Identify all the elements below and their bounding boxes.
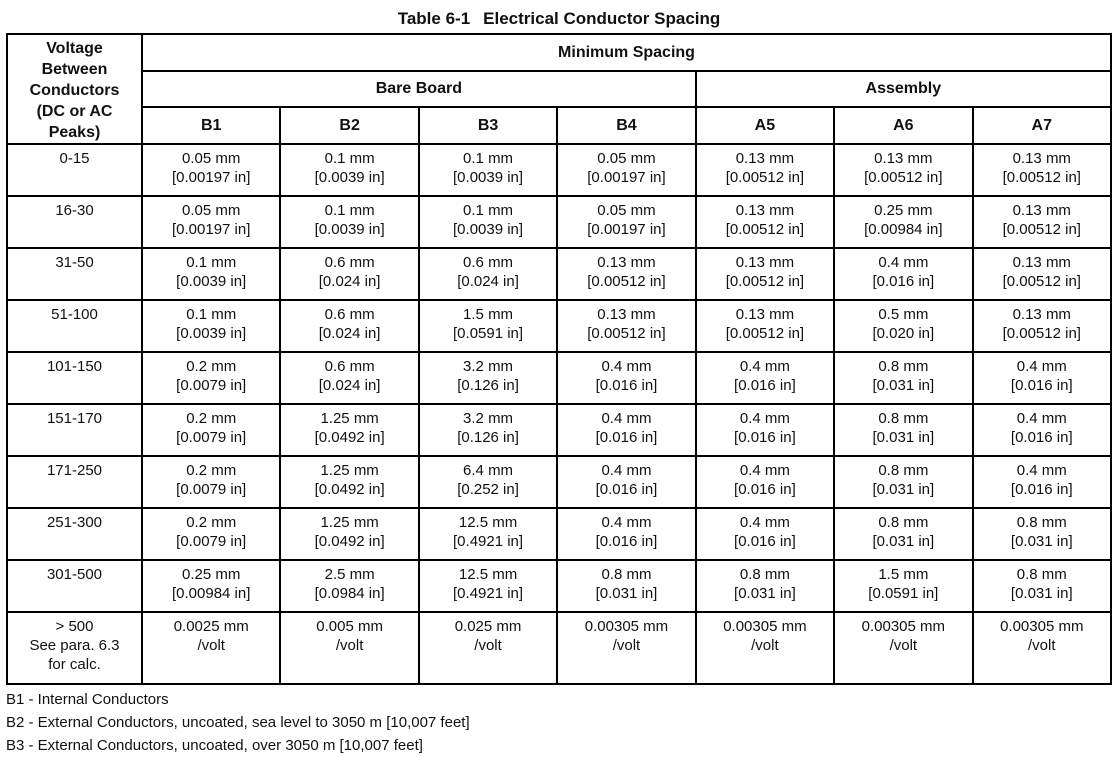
- table-row: [7, 352, 1111, 404]
- cell-line: 3.2 mm: [463, 410, 514, 427]
- voltage-range-cell: [7, 300, 142, 352]
- voltage-range-cell: [7, 560, 142, 612]
- spacing-value-cell: [419, 612, 557, 684]
- cell-line: 0.4 mm: [1016, 410, 1067, 427]
- column-header-row: [7, 107, 1111, 144]
- spacing-value-cell: [280, 456, 418, 508]
- cell-line: /volt: [889, 637, 918, 654]
- cell-line: [0.0079 in]: [176, 377, 247, 394]
- cell-line: [0.0039 in]: [453, 221, 524, 238]
- cell-line: [0.0079 in]: [176, 429, 247, 446]
- spacing-value-cell: [696, 612, 834, 684]
- cell-line: 0.1 mm: [463, 202, 514, 219]
- cell-line: 0.4 mm: [739, 462, 790, 479]
- column-header-a7: A7: [973, 107, 1111, 144]
- table-row: [7, 248, 1111, 300]
- table-title: [6, 5, 1112, 33]
- cell-line: 6.4 mm: [463, 462, 514, 479]
- spacing-value-cell: [557, 196, 695, 248]
- bare-board-header: Bare Board: [142, 71, 696, 107]
- cell-line: 0.4 mm: [601, 462, 652, 479]
- cell-line: [0.031 in]: [1010, 585, 1073, 602]
- spacing-value-cell: [419, 352, 557, 404]
- spacing-value-cell: [419, 560, 557, 612]
- spacing-value-cell: [419, 508, 557, 560]
- cell-line: 0.4 mm: [601, 410, 652, 427]
- cell-line: 0.05 mm: [597, 202, 656, 219]
- spacing-value-cell: [973, 404, 1111, 456]
- column-header-b3: B3: [419, 107, 557, 144]
- spacing-value-cell: [973, 196, 1111, 248]
- cell-line: 3.2 mm: [463, 358, 514, 375]
- spacing-value-cell: [834, 196, 972, 248]
- table-row: [7, 144, 1111, 196]
- cell-line: [0.00512 in]: [1002, 273, 1081, 290]
- spacing-value-cell: [419, 248, 557, 300]
- spacing-value-cell: [142, 144, 280, 196]
- cell-line: 0.6 mm: [463, 254, 514, 271]
- cell-line: /volt: [751, 637, 779, 654]
- cell-line: 1.5 mm: [463, 306, 514, 323]
- spacing-value-cell: [419, 404, 557, 456]
- cell-line: 0.8 mm: [878, 462, 929, 479]
- table-body: [7, 144, 1111, 684]
- cell-line: 0.13 mm: [735, 306, 795, 323]
- spacing-value-cell: [834, 612, 972, 684]
- cell-line: [0.016 in]: [595, 533, 658, 550]
- cell-line: [0.016 in]: [872, 273, 935, 290]
- cell-line: [0.016 in]: [734, 481, 796, 498]
- spacing-value-cell: [834, 248, 972, 300]
- cell-line: 301-500: [46, 566, 103, 583]
- cell-line: 1.5 mm: [878, 566, 929, 583]
- assembly-header: Assembly: [696, 71, 1111, 107]
- cell-line: 0.8 mm: [878, 410, 929, 427]
- cell-line: 31-50: [55, 254, 94, 271]
- cell-line: [0.031 in]: [734, 585, 796, 602]
- cell-line: 0-15: [59, 150, 90, 167]
- cell-line: [0.126 in]: [457, 429, 519, 446]
- cell-line: [0.4921 in]: [453, 585, 524, 602]
- table-row: [7, 612, 1111, 684]
- cell-line: 0.8 mm: [601, 566, 652, 583]
- cell-line: 251-300: [46, 514, 103, 531]
- cell-line: [0.0492 in]: [314, 533, 385, 550]
- cell-line: /volt: [474, 637, 502, 654]
- cell-line: [0.0039 in]: [314, 221, 385, 238]
- voltage-range-cell: [7, 612, 142, 684]
- cell-line: 0.05 mm: [597, 150, 656, 167]
- voltage-range-cell: [7, 196, 142, 248]
- cell-line: /volt: [612, 637, 641, 654]
- cell-line: [0.016 in]: [595, 481, 658, 498]
- cell-line: 0.05 mm: [182, 150, 241, 167]
- voltage-header-line: Between: [41, 60, 108, 78]
- spacing-value-cell: [142, 404, 280, 456]
- cell-line: [0.00197 in]: [587, 221, 666, 238]
- cell-line: 0.13 mm: [597, 306, 656, 323]
- cell-line: [0.031 in]: [595, 585, 658, 602]
- cell-line: 0.13 mm: [735, 150, 795, 167]
- spacing-value-cell: [696, 404, 834, 456]
- spacing-value-cell: [834, 352, 972, 404]
- cell-line: [0.00197 in]: [172, 221, 251, 238]
- column-header-a5: A5: [696, 107, 834, 144]
- cell-line: [0.031 in]: [872, 377, 935, 394]
- cell-line: 0.00305 mm: [1000, 618, 1084, 635]
- spacing-value-cell: [557, 404, 695, 456]
- spacing-value-cell: [696, 456, 834, 508]
- cell-line: 0.2 mm: [186, 358, 237, 375]
- column-header-a6: A6: [834, 107, 972, 144]
- table-row: [7, 508, 1111, 560]
- cell-line: 0.13 mm: [597, 254, 656, 271]
- cell-line: 0.00305 mm: [723, 618, 807, 635]
- voltage-range-cell: [7, 508, 142, 560]
- cell-line: 0.13 mm: [1012, 202, 1071, 219]
- spacing-value-cell: [973, 612, 1111, 684]
- spacing-value-cell: [557, 612, 695, 684]
- spacing-value-cell: [280, 248, 418, 300]
- cell-line: [0.031 in]: [872, 429, 935, 446]
- cell-line: [0.0984 in]: [314, 585, 385, 602]
- cell-line: 0.1 mm: [324, 150, 375, 167]
- cell-line: [0.031 in]: [872, 481, 935, 498]
- spacing-value-cell: [557, 352, 695, 404]
- spacing-value-cell: [419, 144, 557, 196]
- cell-line: 0.00305 mm: [861, 618, 946, 635]
- cell-line: 0.13 mm: [1012, 150, 1071, 167]
- table-row: [7, 404, 1111, 456]
- cell-line: [0.00984 in]: [864, 221, 943, 238]
- cell-line: 51-100: [51, 306, 98, 323]
- voltage-header-line: Conductors: [29, 81, 120, 99]
- cell-line: /volt: [197, 637, 225, 654]
- cell-line: 0.4 mm: [1016, 462, 1067, 479]
- cell-line: [0.00512 in]: [1002, 221, 1081, 238]
- cell-line: [0.126 in]: [457, 377, 519, 394]
- spacing-value-cell: [142, 508, 280, 560]
- cell-line: [0.016 in]: [1010, 481, 1073, 498]
- footnote-b2: B2 - External Conductors, uncoated, sea level to 3050 m [10,007 feet]: [6, 714, 470, 731]
- cell-line: [0.0079 in]: [176, 481, 247, 498]
- cell-line: [0.024 in]: [318, 325, 381, 342]
- cell-line: [0.016 in]: [734, 429, 796, 446]
- cell-line: 151-170: [46, 410, 103, 427]
- cell-line: [0.00512 in]: [864, 169, 943, 186]
- cell-line: [0.0039 in]: [176, 325, 247, 342]
- cell-line: 2.5 mm: [324, 566, 375, 583]
- spacing-value-cell: [280, 352, 418, 404]
- voltage-range-cell: [7, 404, 142, 456]
- cell-line: [0.0591 in]: [868, 585, 939, 602]
- cell-line: 0.25 mm: [182, 566, 241, 583]
- cell-line: 101-150: [46, 358, 103, 375]
- spacing-value-cell: [834, 456, 972, 508]
- cell-line: 0.6 mm: [324, 306, 375, 323]
- spacing-value-cell: [973, 560, 1111, 612]
- spacing-value-cell: [419, 196, 557, 248]
- cell-line: 0.8 mm: [1016, 566, 1067, 583]
- cell-line: [0.0039 in]: [176, 273, 247, 290]
- cell-line: [0.016 in]: [595, 429, 658, 446]
- cell-line: for calc.: [48, 656, 101, 673]
- cell-line: 0.6 mm: [324, 254, 375, 271]
- cell-line: 0.4 mm: [601, 358, 652, 375]
- cell-line: [0.00512 in]: [1002, 325, 1081, 342]
- spacing-value-cell: [142, 300, 280, 352]
- spacing-value-cell: [973, 144, 1111, 196]
- cell-line: [0.0591 in]: [453, 325, 524, 342]
- cell-line: 1.25 mm: [320, 462, 379, 479]
- spacing-value-cell: [973, 352, 1111, 404]
- cell-line: 0.025 mm: [454, 618, 522, 635]
- cell-line: [0.00512 in]: [587, 273, 666, 290]
- spacing-value-cell: [696, 144, 834, 196]
- spacing-value-cell: [973, 248, 1111, 300]
- spacing-value-cell: [973, 508, 1111, 560]
- cell-line: 12.5 mm: [458, 514, 518, 531]
- spacing-value-cell: [557, 248, 695, 300]
- spacing-value-cell: [280, 144, 418, 196]
- cell-line: > 500: [55, 618, 94, 635]
- cell-line: [0.4921 in]: [453, 533, 524, 550]
- cell-line: [0.00984 in]: [172, 585, 251, 602]
- cell-line: 0.13 mm: [735, 202, 795, 219]
- voltage-header-line: (DC or AC: [36, 102, 113, 120]
- cell-line: [0.016 in]: [595, 377, 658, 394]
- cell-line: 0.4 mm: [601, 514, 652, 531]
- cell-line: 0.2 mm: [186, 410, 237, 427]
- cell-line: 0.8 mm: [878, 358, 929, 375]
- spacing-value-cell: [557, 300, 695, 352]
- spacing-value-cell: [557, 508, 695, 560]
- cell-line: [0.016 in]: [1010, 429, 1073, 446]
- cell-line: 1.25 mm: [320, 514, 379, 531]
- cell-line: 0.8 mm: [739, 566, 790, 583]
- column-header-b2: B2: [280, 107, 418, 144]
- voltage-header-line: Voltage: [46, 39, 103, 57]
- spacing-value-cell: [834, 300, 972, 352]
- minimum-spacing-header: Minimum Spacing: [142, 34, 1111, 71]
- cell-line: [0.00512 in]: [725, 273, 805, 290]
- voltage-range-cell: [7, 352, 142, 404]
- spacing-value-cell: [419, 456, 557, 508]
- spacing-value-cell: [557, 456, 695, 508]
- spacing-value-cell: [280, 300, 418, 352]
- table-row: [7, 196, 1111, 248]
- cell-line: [0.00197 in]: [587, 169, 666, 186]
- voltage-range-cell: [7, 144, 142, 196]
- cell-line: [0.252 in]: [457, 481, 519, 498]
- column-header-b4: B4: [557, 107, 695, 144]
- spacing-value-cell: [696, 300, 834, 352]
- cell-line: [0.031 in]: [872, 533, 935, 550]
- cell-line: 0.8 mm: [1016, 514, 1067, 531]
- column-header-b1: B1: [142, 107, 280, 144]
- spacing-value-cell: [557, 144, 695, 196]
- spacing-value-cell: [973, 456, 1111, 508]
- spacing-value-cell: [280, 508, 418, 560]
- cell-line: [0.031 in]: [1010, 533, 1073, 550]
- cell-line: [0.024 in]: [318, 273, 381, 290]
- cell-line: [0.0039 in]: [314, 169, 385, 186]
- cell-line: [0.0039 in]: [453, 169, 524, 186]
- table-number: Table 6-1: [397, 9, 471, 28]
- cell-line: [0.016 in]: [1010, 377, 1073, 394]
- cell-line: [0.0492 in]: [314, 429, 385, 446]
- spacing-value-cell: [834, 560, 972, 612]
- voltage-range-cell: [7, 456, 142, 508]
- spacing-value-cell: [696, 560, 834, 612]
- subgroup-header-row: [7, 71, 1111, 107]
- cell-line: [0.00512 in]: [725, 169, 805, 186]
- cell-line: [0.020 in]: [872, 325, 935, 342]
- cell-line: 0.05 mm: [182, 202, 241, 219]
- group-header-row: [7, 34, 1111, 71]
- spacing-value-cell: [280, 612, 418, 684]
- cell-line: 0.13 mm: [874, 150, 933, 167]
- cell-line: [0.024 in]: [318, 377, 381, 394]
- cell-line: 0.1 mm: [463, 150, 514, 167]
- cell-line: [0.016 in]: [734, 377, 796, 394]
- cell-line: 0.4 mm: [739, 358, 790, 375]
- cell-line: 0.25 mm: [874, 202, 933, 219]
- spacing-value-cell: [142, 612, 280, 684]
- cell-line: 1.25 mm: [320, 410, 379, 427]
- cell-line: 171-250: [46, 462, 103, 479]
- voltage-header-line: Peaks): [48, 123, 101, 141]
- cell-line: [0.0492 in]: [314, 481, 385, 498]
- spacing-value-cell: [557, 560, 695, 612]
- cell-line: [0.024 in]: [457, 273, 519, 290]
- cell-line: [0.0079 in]: [176, 533, 247, 550]
- cell-line: 0.13 mm: [1012, 306, 1071, 323]
- spacing-value-cell: [280, 196, 418, 248]
- cell-line: [0.00512 in]: [1002, 169, 1081, 186]
- spacing-value-cell: [142, 456, 280, 508]
- cell-line: 12.5 mm: [458, 566, 518, 583]
- spacing-value-cell: [834, 404, 972, 456]
- spacing-value-cell: [280, 404, 418, 456]
- spacing-value-cell: [419, 300, 557, 352]
- cell-line: 0.4 mm: [739, 514, 790, 531]
- footnote-b3: B3 - External Conductors, uncoated, over 3050 m [10,007 feet]: [6, 737, 423, 754]
- cell-line: 0.4 mm: [878, 254, 929, 271]
- table-row: [7, 300, 1111, 352]
- spacing-value-cell: [142, 352, 280, 404]
- cell-line: /volt: [335, 637, 364, 654]
- spacing-value-cell: [696, 196, 834, 248]
- cell-line: See para. 6.3: [29, 637, 120, 654]
- cell-line: /volt: [1028, 637, 1056, 654]
- table-row: [7, 560, 1111, 612]
- cell-line: 0.13 mm: [735, 254, 795, 271]
- cell-line: 0.1 mm: [324, 202, 375, 219]
- spacing-value-cell: [696, 248, 834, 300]
- cell-line: 0.0025 mm: [173, 618, 249, 635]
- cell-line: 0.2 mm: [186, 514, 237, 531]
- cell-line: 0.2 mm: [186, 462, 237, 479]
- voltage-range-cell: [7, 248, 142, 300]
- cell-line: 16-30: [55, 202, 94, 219]
- cell-line: 0.4 mm: [1016, 358, 1067, 375]
- cell-line: 0.1 mm: [186, 254, 237, 271]
- spacing-value-cell: [696, 508, 834, 560]
- cell-line: [0.016 in]: [734, 533, 796, 550]
- cell-line: 0.5 mm: [878, 306, 929, 323]
- cell-line: [0.00512 in]: [587, 325, 666, 342]
- spacing-value-cell: [834, 144, 972, 196]
- cell-line: 0.00305 mm: [584, 618, 669, 635]
- conductor-spacing-table: [6, 33, 1112, 685]
- spacing-value-cell: [142, 560, 280, 612]
- cell-line: 0.4 mm: [739, 410, 790, 427]
- cell-line: [0.00512 in]: [725, 221, 805, 238]
- voltage-column-header: [7, 34, 142, 144]
- cell-line: 0.1 mm: [186, 306, 237, 323]
- cell-line: 0.8 mm: [878, 514, 929, 531]
- spacing-value-cell: [142, 248, 280, 300]
- spacing-value-cell: [142, 196, 280, 248]
- table-row: [7, 456, 1111, 508]
- table-caption: Electrical Conductor Spacing: [483, 9, 721, 28]
- spacing-value-cell: [696, 352, 834, 404]
- cell-line: 0.6 mm: [324, 358, 375, 375]
- spacing-value-cell: [973, 300, 1111, 352]
- spacing-value-cell: [280, 560, 418, 612]
- footnote-b1: B1 - Internal Conductors: [6, 691, 169, 708]
- cell-line: [0.00197 in]: [172, 169, 251, 186]
- spacing-value-cell: [834, 508, 972, 560]
- cell-line: 0.005 mm: [316, 618, 383, 635]
- cell-line: [0.00512 in]: [725, 325, 805, 342]
- cell-line: 0.13 mm: [1012, 254, 1071, 271]
- footnotes: [6, 688, 1112, 757]
